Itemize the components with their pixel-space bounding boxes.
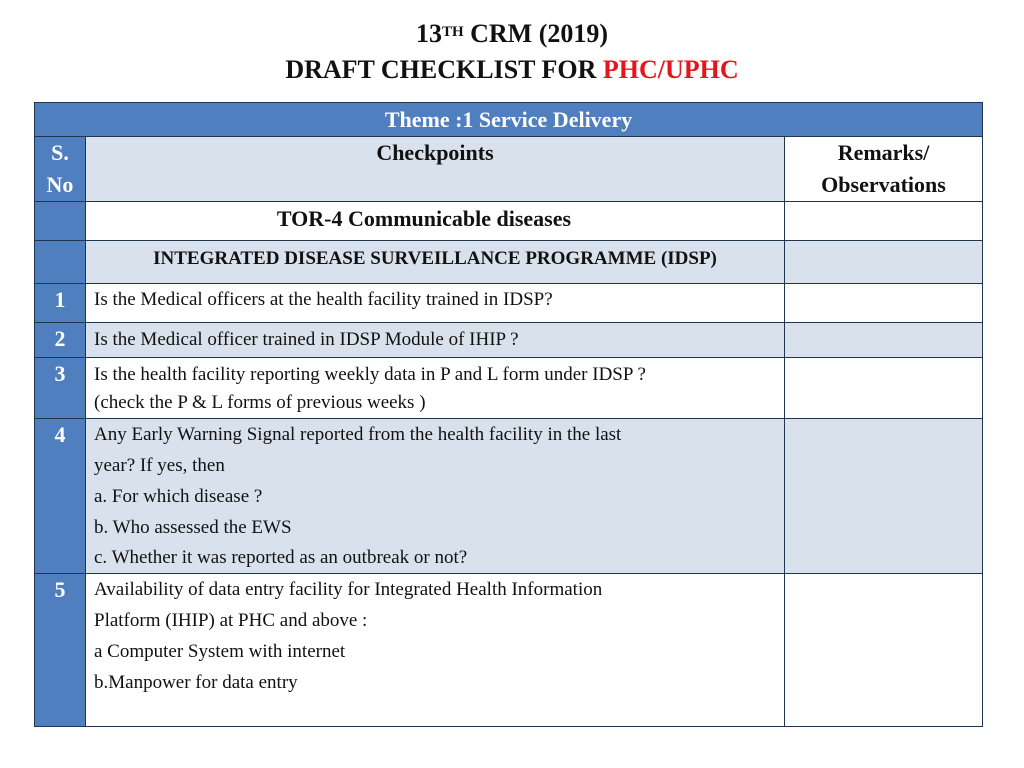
title-number: 13 (415, 19, 442, 48)
remarks-cell[interactable] (785, 574, 983, 727)
remarks-cell[interactable] (785, 202, 983, 241)
title-crm-year: CRM (2019) (463, 19, 609, 48)
checkpoint-text: Is the health facility reporting weekly data in P and L form under IDSP ? (check the P & L forms of previous weeks ) (86, 358, 785, 419)
remarks-cell[interactable] (785, 323, 983, 358)
remarks-header: Remarks/ Observations (785, 137, 983, 202)
remarks-cell[interactable] (785, 419, 983, 574)
remarks-cell[interactable] (785, 241, 983, 284)
page-title (0, 14, 1024, 86)
table-row (35, 419, 983, 574)
row-number: 4 (35, 419, 86, 574)
title-checklist-label: DRAFT CHECKLIST FOR (285, 55, 603, 84)
theme-row (35, 103, 983, 137)
tor-row (35, 202, 983, 241)
checkpoint-text: Any Early Warning Signal reported from the health facility in the last year? If yes, then a. For which disease ? b. Who assessed the EWS c. Whether it was reported as an outbreak or not? (86, 419, 785, 574)
checkpoint-text: Is the Medical officers at the health facility trained in IDSP? (86, 284, 785, 323)
title-line-2 (0, 54, 1024, 86)
theme-header: Theme :1 Service Delivery (35, 103, 983, 137)
sno-header: S. No (35, 137, 86, 202)
title-superscript: TH (441, 24, 464, 40)
row-number: 3 (35, 358, 86, 419)
table-row (35, 284, 983, 323)
checkpoint-text: Is the Medical officer trained in IDSP Module of IHIP ? (86, 323, 785, 358)
row-number: 1 (35, 284, 86, 323)
checklist-table (34, 102, 983, 727)
section-title: INTEGRATED DISEASE SURVEILLANCE PROGRAMME (IDSP) (86, 241, 785, 284)
sno-cell-empty (35, 202, 86, 241)
table-row (35, 323, 983, 358)
section-row (35, 241, 983, 284)
title-facility-type: PHC/UPHC (602, 55, 739, 84)
tor-title: TOR-4 Communicable diseases (86, 202, 785, 241)
remarks-cell[interactable] (785, 284, 983, 323)
sno-cell-empty (35, 241, 86, 284)
checkpoint-text: Availability of data entry facility for Integrated Health Information Platform (IHIP) at PHC and above : a Computer System with internet b.Manpower for data entry (86, 574, 785, 727)
table-row (35, 574, 983, 727)
checkpoints-header: Checkpoints (86, 137, 785, 202)
title-line-1 (0, 14, 1024, 54)
row-number: 5 (35, 574, 86, 727)
remarks-cell[interactable] (785, 358, 983, 419)
table-row (35, 358, 983, 419)
row-number: 2 (35, 323, 86, 358)
column-header-row (35, 137, 983, 202)
